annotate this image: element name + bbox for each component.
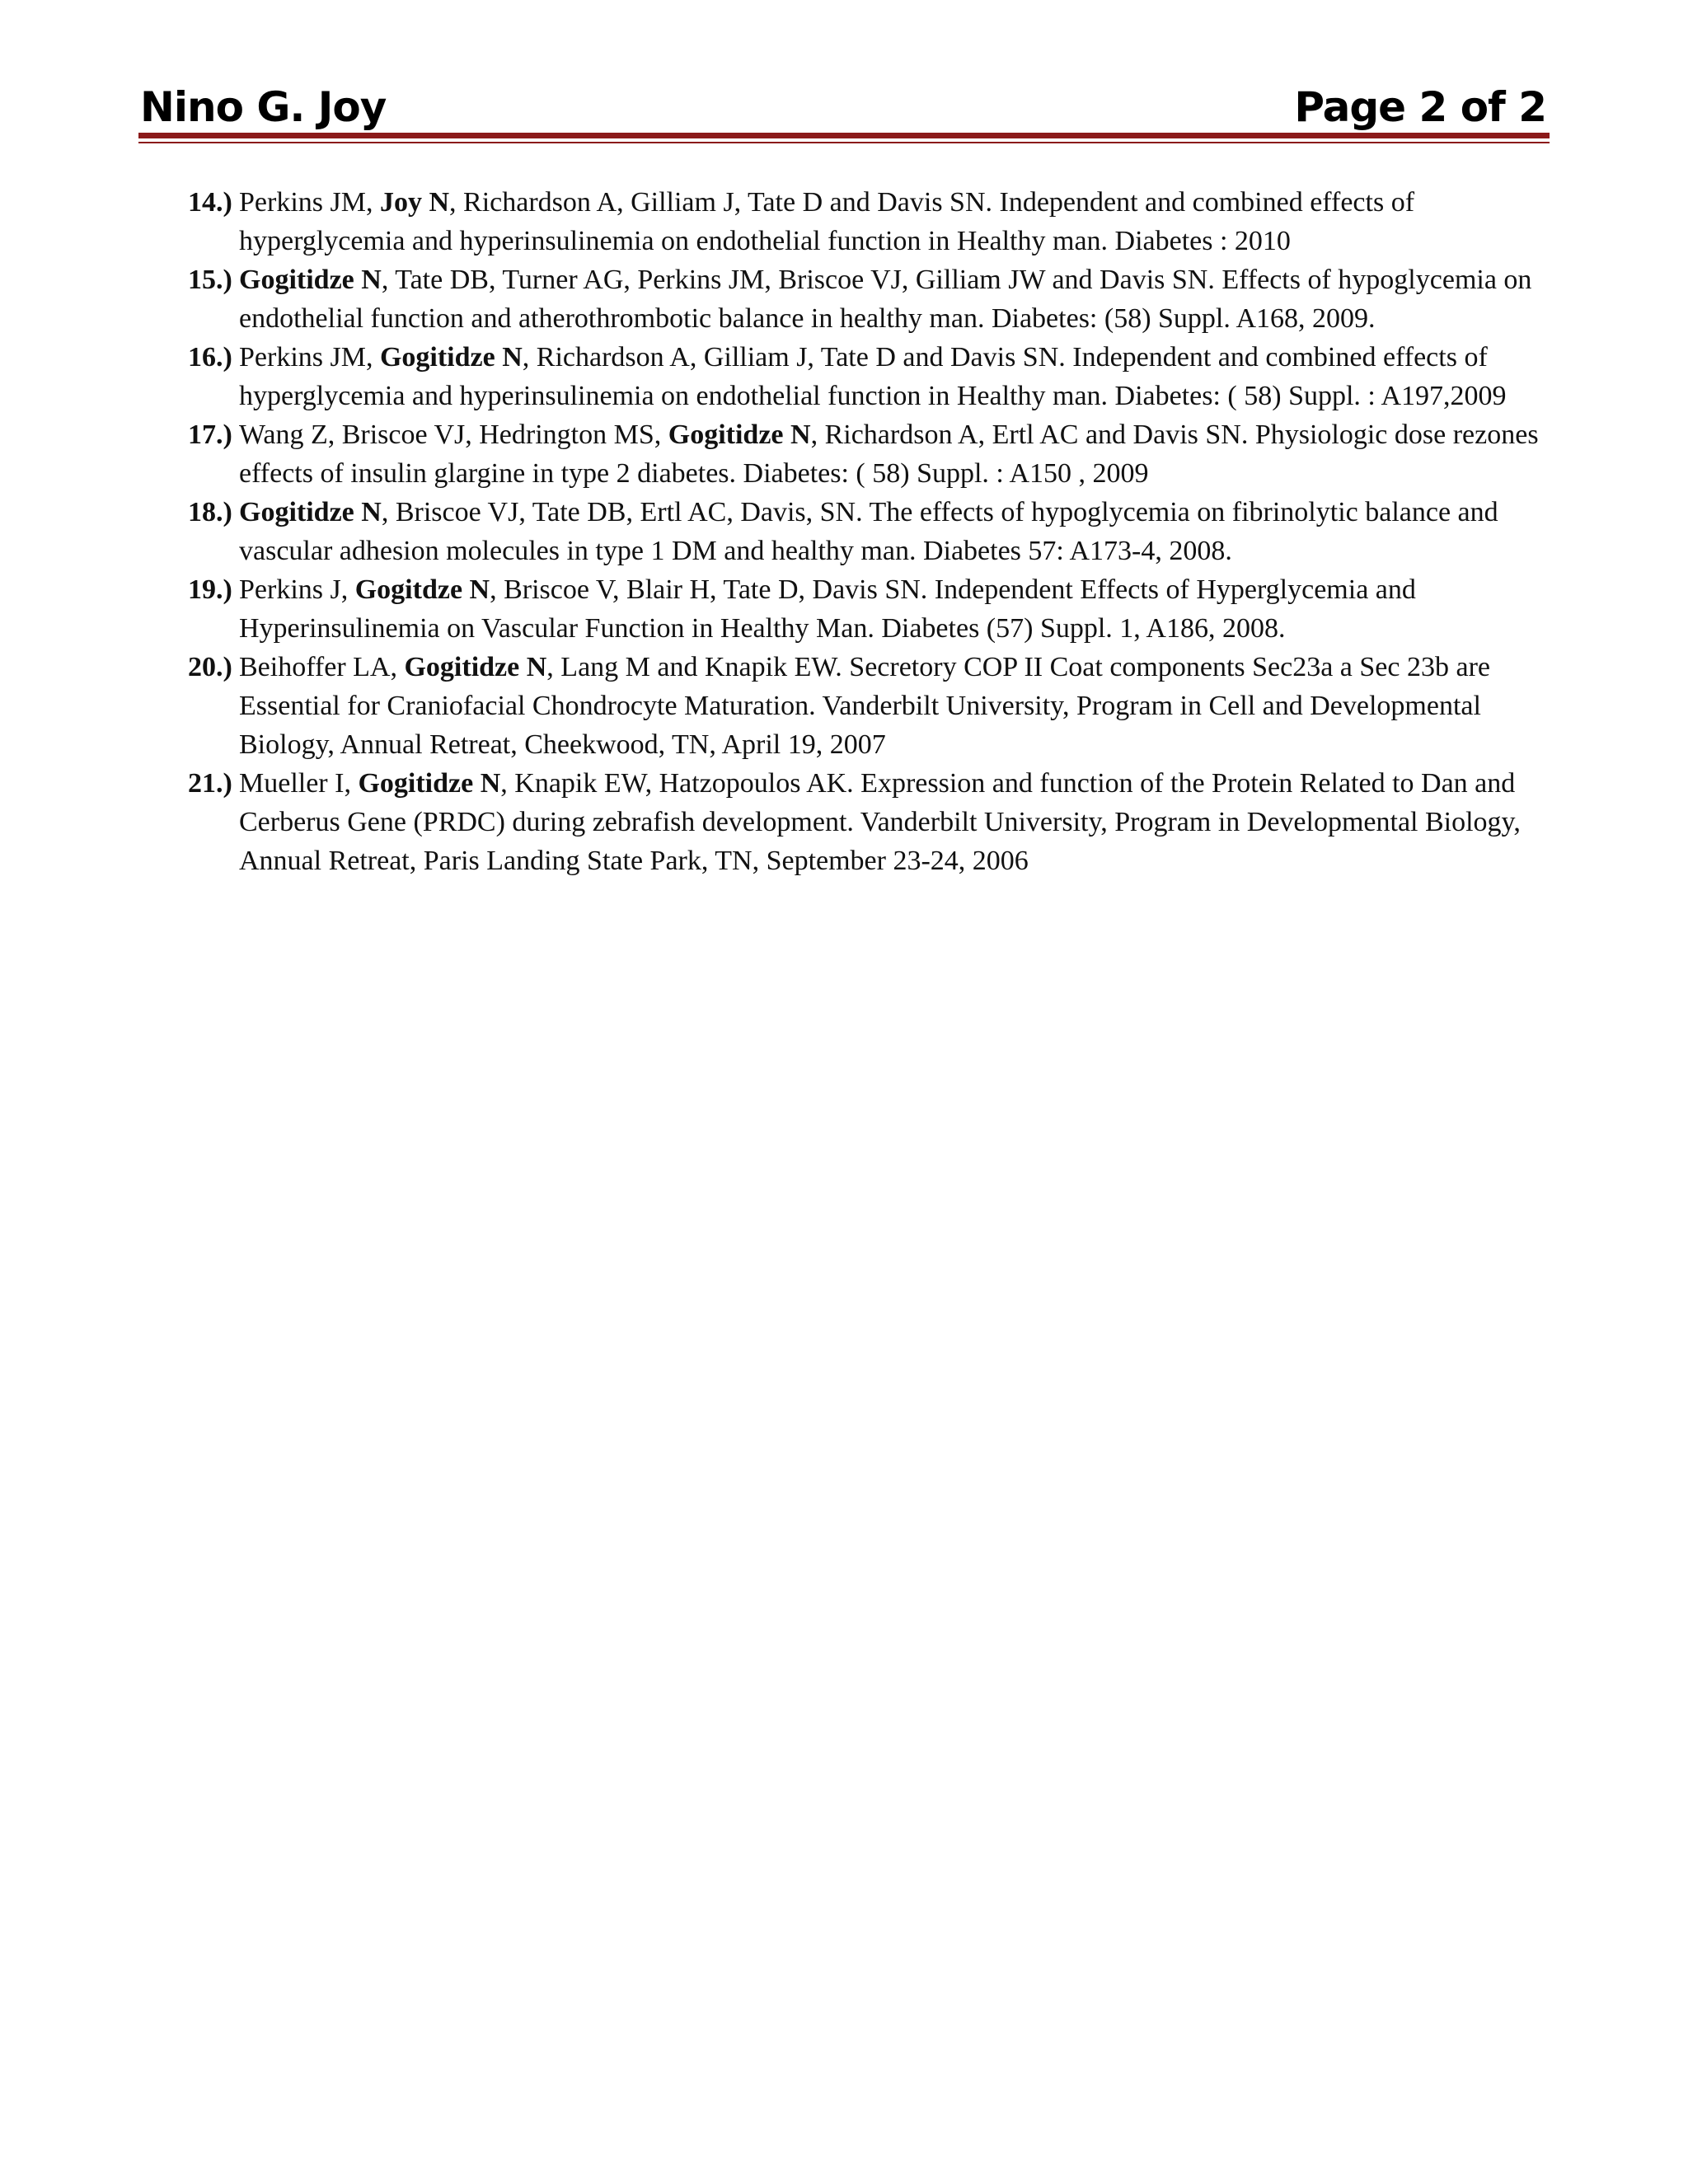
reference-number: 21.) [188, 768, 232, 799]
reference-number: 14.) [188, 187, 232, 218]
highlighted-author: Gogitidze N [358, 768, 501, 799]
reference-list [188, 183, 1556, 880]
reference-number: 16.) [188, 342, 232, 373]
highlighted-author: Gogitidze N [404, 652, 547, 682]
header-rule-thick [138, 133, 1550, 138]
reference-number: 18.) [188, 497, 232, 527]
reference-text: Perkins JM, Gogitidze N, Richardson A, Gilliam J, Tate D and Davis SN. Independent and combined effects of hyperglycemia and hyperinsulinemia on endothelial function in Healthy man. Diabetes: ( 58) Suppl. : A197,2009 [239, 342, 1507, 411]
highlighted-author: Gogitidze N [668, 419, 811, 450]
reference-text: Perkins JM, Joy N, Richardson A, Gilliam J, Tate D and Davis SN. Independent and combined effects of hyperglycemia and hyperinsulinemia on endothelial function in Healthy man. Diabetes : 2010 [239, 187, 1415, 256]
reference-item [188, 183, 1556, 260]
reference-number: 20.) [188, 652, 232, 682]
reference-item [188, 338, 1556, 415]
author-name: Nino G. Joy [140, 83, 387, 131]
reference-number: 15.) [188, 265, 232, 295]
reference-text: Mueller I, Gogitidze N, Knapik EW, Hatzopoulos AK. Expression and function of the Protein Related to Dan and Cerberus Gene (PRDC) during zebrafish development. Vanderbilt University, Program in Developmental Biology, Annual Retreat, Paris Landing State Park, TN, September 23-24, 2006 [239, 768, 1521, 876]
reference-item [188, 648, 1556, 764]
reference-text: Wang Z, Briscoe VJ, Hedrington MS, Gogitidze N, Richardson A, Ertl AC and Davis SN. Physiologic dose rezones effects of insulin glargine in type 2 diabetes. Diabetes: ( 58) Suppl. : A150 , 2009 [239, 419, 1539, 489]
reference-item [188, 260, 1556, 338]
page-header [138, 78, 1550, 136]
reference-item [188, 764, 1556, 880]
highlighted-author: Gogitdze N [354, 574, 490, 605]
highlighted-author: Gogitidze N [239, 265, 382, 295]
reference-text: Gogitidze N, Briscoe VJ, Tate DB, Ertl AC, Davis, SN. The effects of hypoglycemia on fibrinolytic balance and vascular adhesion molecules in type 1 DM and healthy man. Diabetes 57: A173-4, 2008. [239, 497, 1498, 566]
reference-number: 17.) [188, 419, 232, 450]
reference-text: Gogitidze N, Tate DB, Turner AG, Perkins JM, Briscoe VJ, Gilliam JW and Davis SN. Effects of hypoglycemia on endothelial function and atherothrombotic balance in healthy man. Diabetes: (58) Suppl. A168, 2009. [239, 265, 1532, 334]
highlighted-author: Gogitidze N [379, 342, 523, 373]
highlighted-author: Joy N [379, 187, 450, 218]
header-rule-thin [138, 142, 1550, 143]
highlighted-author: Gogitidze N [239, 497, 382, 527]
reference-text: Perkins J, Gogitdze N, Briscoe V, Blair H, Tate D, Davis SN. Independent Effects of Hyperglycemia and Hyperinsulinemia on Vascular Function in Healthy Man. Diabetes (57) Suppl. 1, A186, 2008. [239, 574, 1416, 644]
reference-item [188, 415, 1556, 493]
reference-item [188, 570, 1556, 648]
page-number: Page 2 of 2 [1294, 83, 1546, 131]
reference-text: Beihoffer LA, Gogitidze N, Lang M and Knapik EW. Secretory COP II Coat components Sec23a a Sec 23b are Essential for Craniofacial Chondrocyte Maturation. Vanderbilt University, Program in Cell and Developmental Biology, Annual Retreat, Cheekwood, TN, April 19, 2007 [239, 652, 1490, 760]
reference-item [188, 493, 1556, 570]
reference-number: 19.) [188, 574, 232, 605]
